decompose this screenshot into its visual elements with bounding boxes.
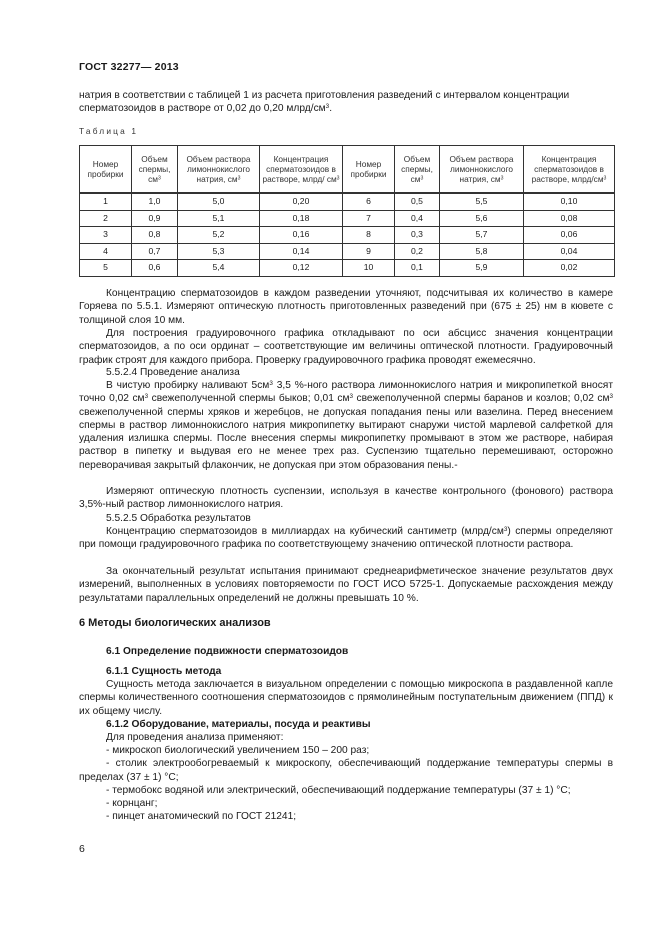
table-cell: 5,6 [440,210,524,227]
list-item: - пинцет анатомический по ГОСТ 21241; [106,811,297,823]
intro-line-2: сперматозоидов в растворе от 0,02 до 0,20 млрд/см [79,103,326,115]
table-row [80,193,615,210]
header-tube-number: Номер пробирки [80,146,132,194]
header-concentration: Концентрация сперматозоидов в растворе, млрд/ $см^3$ [260,146,343,194]
paragraph-concentration-check: Концентрацию сперматозоидов в каждом разведении уточняют, подсчитывая их количество в камере Горяева по 5.5.1. Измеряют оптическую плотность приготовленных разведений при (675 ± 25) нм в кювете с толщиной слоя 10 мм. [79,288,613,326]
table-cell: 5 [80,260,132,277]
section-5-5-2-4: 5.5.2.4 Проведение анализа [106,367,240,378]
table-caption: Таблица 1 [79,126,139,136]
table-cell: 5,4 [178,260,260,277]
table-row [80,227,615,244]
table-row [80,260,615,277]
table-cell: 3 [80,227,132,244]
intro-line-2-end: . [329,103,333,115]
table-cell: 0,3 [395,227,440,244]
table-cell: 0,20 [260,193,343,210]
header-citrate-volume-2: Объем раствора лимоннокислого натрия, $см^3$ [440,146,524,194]
section-6-1-heading: 6.1 Определение подвижности сперматозоидов [106,646,349,657]
list-item: - столик электрообогреваемый к микроскопу, обеспечивающий поддержание температуры спермы в пределах (37 ± 1) °С; [79,758,613,783]
table-cell: 10 [343,260,395,277]
table-cell: 5,9 [440,260,524,277]
paragraph-optical-density: Измеряют оптическую плотность суспензии, используя в качестве контрольного (фонового) раствора 3,5%-ный раствор лимоннокислого натрия. [79,486,613,511]
paragraph-analysis-procedure: В чистую пробирку наливают $5см^3$ 3,5 %-ного раствора лимоннокислого натрия и микропипеткой вносят точно 0,02 $см^3$ свежеполученной спермы быков; 0,01 $см^3$ свежеполученной спермы баранов и козлов; 0,02 $см^3$ свежеполученной спермы хряков и жеребцов, не допуская попадания пены или вазелина. Перед внесением спермы в раствор лимоннокислого натрия микропипетку вытирают снаружи чистой марлевой салфеткой для удаления излишка спермы. После внесения спермы микропипетку промывают в этом же растворе, набирая раствор в пипетку и выдувая его не менее трех раз. Суспензию тщательно перемешивают, осторожно переворачивая закрытый флакончик, не допуская при этом образования пены.- [79,379,613,471]
list-item: - микроскоп биологический увеличением 150 – 200 раз; [106,745,370,756]
table-cell: 7 [343,210,395,227]
table-cell: 5,1 [178,210,260,227]
paragraph-final-result: За окончательный результат испытания принимают среднеарифметическое значение результатов двух измерений, выполненных в условиях повторяемости по ГОСТ ИСО 5725-1. Допускаемые расхождения между результатами параллельных определений не должны превышать 10 %. [79,566,613,604]
table-cell: 0,5 [395,193,440,210]
table-header-row [80,146,615,194]
section-6-1-1-heading: 6.1.1 Сущность метода [106,666,222,677]
intro-paragraph [79,89,613,116]
table-cell: 5,0 [178,193,260,210]
header-tube-number-2: Номер пробирки [343,146,395,194]
table-cell: 6 [343,193,395,210]
table-cell: 1 [80,193,132,210]
table-cell: 1,0 [132,193,178,210]
table-cell: 0,1 [395,260,440,277]
table-cell: 0,06 [524,227,615,244]
table-cell: 5,8 [440,243,524,260]
intro-line-1: натрия в соответствии с таблицей 1 из расчета приготовления разведений с интервалом концентрации [79,90,570,101]
table-cell: 0,8 [132,227,178,244]
equipment-list [79,744,613,824]
table-cell: 0,2 [395,243,440,260]
dilution-table [79,145,615,277]
table-cell: 0,18 [260,210,343,227]
table-cell: 4 [80,243,132,260]
table-cell: 5,3 [178,243,260,260]
header-concentration-2: Концентрация сперматозоидов в растворе, млрд/$см^3$ [524,146,615,194]
table-cell: 9 [343,243,395,260]
table-cell: 0,6 [132,260,178,277]
table-cell: 0,4 [395,210,440,227]
intro-sup: 3 [325,103,330,111]
table-cell: 5,2 [178,227,260,244]
table-cell: 0,9 [132,210,178,227]
header-citrate-volume: Объем раствора лимоннокислого натрия, $см^3$ [178,146,260,194]
table-cell: 0,16 [260,227,343,244]
table-cell: 0,14 [260,243,343,260]
paragraph-concentration-result: Концентрацию сперматозоидов в миллиардах на кубический сантиметр $(млрд/см^3)$ спермы определяют при помощи градуировочного графика по соответствующему значению оптической плотности раствора. [79,525,613,551]
table-cell: 0,10 [524,193,615,210]
paragraph-calibration-graph: Для построения градуировочного графика откладывают по оси абсцисс значения концентрации сперматозоидов, а по оси ординат – соответствующие им величины оптической плотности. Градуировочный график строят для каждого прибора. Проверку градуировочного графика проводят ежемесячно. [79,328,613,366]
paragraph-method-essence: Сущность метода заключается в визуальном определении с помощью микроскопа в раздавленной капле спермы количественного соотношения сперматозоидов с прямолинейным поступательным движением (ППД) к их общему числу. [79,679,613,717]
list-item: - термобокс водяной или электрический, обеспечивающий поддержание температуры (37 ± 1) °С; [106,784,571,796]
section-6-1-2-heading: 6.1.2 Оборудование, материалы, посуда и реактивы [106,719,371,730]
list-item: - корнцанг; [106,798,158,810]
table-row [80,210,615,227]
table-cell: 0,04 [524,243,615,260]
table-cell: 0,12 [260,260,343,277]
document-header-code: ГОСТ 32277— 2013 [79,61,179,73]
page-number: 6 [79,843,85,855]
section-6-heading: 6 Методы биологических анализов [79,617,271,629]
table-cell: 8 [343,227,395,244]
table-cell: 5,5 [440,193,524,210]
table-row [80,243,615,260]
table-cell: 0,7 [132,243,178,260]
paragraph-equipment-intro: Для проведения анализа применяют: [106,732,284,743]
table-cell: 0,08 [524,210,615,227]
section-5-5-2-5: 5.5.2.5 Обработка результатов [106,513,251,524]
header-semen-volume-2: Объем спермы, $см^3$ [395,146,440,194]
table-cell: 2 [80,210,132,227]
header-semen-volume: Объем спермы, $см^3$ [132,146,178,194]
table-cell: 0,02 [524,260,615,277]
table-cell: 5,7 [440,227,524,244]
